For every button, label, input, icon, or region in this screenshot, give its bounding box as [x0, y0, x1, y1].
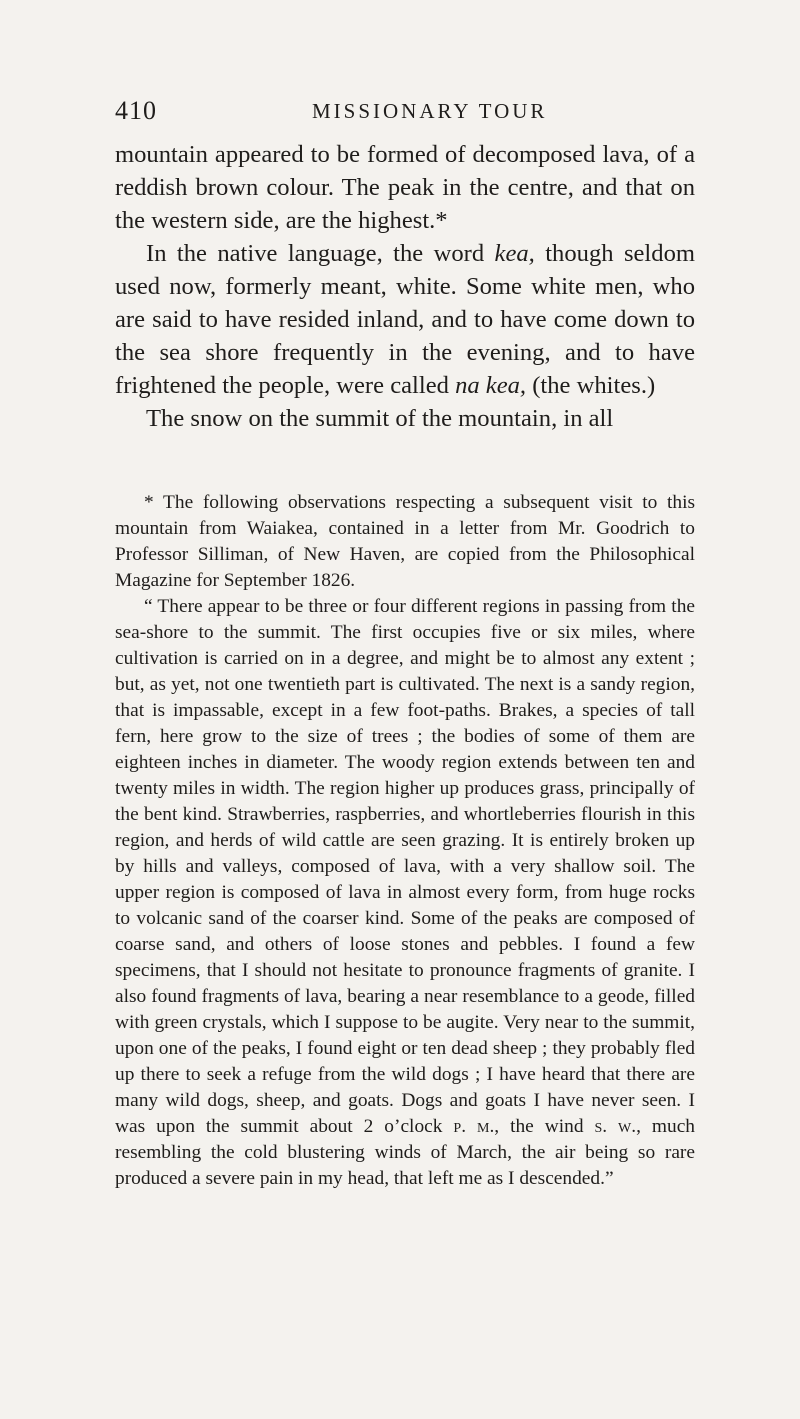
wind-direction: s. w.,	[594, 1116, 641, 1137]
paragraph-2-part-c: (the whites.)	[526, 372, 656, 399]
footnote-intro: * The following observations respecting a subsequent visit to this mountain from Waiakea, contained in a letter from Mr. Goodrich to Professor Silliman, of New Haven, are copied from the Philosophical Magazine for September 1826.	[115, 492, 695, 591]
footnote-quote-part-b: the wind	[499, 1116, 595, 1137]
paragraph-3: The snow on the summit of the mountain, in all	[146, 405, 614, 432]
footnote-block	[115, 490, 695, 1192]
word-kea: kea,	[494, 240, 535, 267]
page-number: 410	[115, 96, 157, 125]
time-pm: p. m.,	[453, 1116, 500, 1137]
footnote-quote-part-a: “ There appear to be three or four different regions in passing from the sea-shore to the summit. The first occupies five or six miles, where cultivation is carried on in a degree, and might be to almost any extent ; but, as yet, not one twentieth part is cultivated. The next is a sandy region, that is impassable, except in a few foot-paths. Brakes, a species of tall fern, here grow to the size of trees ; the bodies of some of them are eighteen inches in diameter. The woody region extends between ten and twenty miles in width. The region higher up produces grass, principally of the bent kind. Strawberries, raspberries, and whortleberries flourish in this region, and herds of wild cattle are seen grazing. It is entirely broken up by hills and valleys, composed of lava, with a very shallow soil. The upper region is composed of lava in almost every form, from huge rocks to volcanic sand of the coarser kind. Some of the peaks are composed of coarse sand, and others of loose stones and pebbles. I found a few specimens, that I should not hesitate to pronounce fragments of granite. I also found fragments of lava, bearing a near resemblance to a geode, filled with green crystals, which I suppose to be augite. Very near to the summit, upon one of the peaks, I found eight or ten dead sheep ; they probably fled up there to seek a refuge from the wild dogs ; I have heard that there are many wild dogs, sheep, and goats. Dogs and goats I have never seen. I was upon the summit about 2 o’clock	[115, 596, 695, 1137]
running-head: MISSIONARY TOUR	[312, 99, 548, 123]
footnote-quote	[115, 594, 695, 1192]
main-text	[115, 138, 695, 435]
paragraph-2-part-a: In the native language, the word	[146, 240, 495, 267]
paragraph-2	[115, 237, 695, 402]
paragraph-2-part-b: though seldom used now, formerly meant, white. Some white men, who are said to have resided inland, and to have come down to the sea shore frequently in the evening, and to have frightened the people, were called	[115, 240, 695, 399]
paragraph-1: mountain appeared to be formed of decomposed lava, of a reddish brown colour. The peak in the centre, and that on the western side, are the highest.*	[115, 141, 695, 234]
page-header	[115, 96, 695, 126]
footnote-quote-part-c: much resembling the cold blustering winds of March, the air being so rare produced a severe pain in my head, that left me as I descended.”	[115, 1116, 696, 1189]
word-na-kea: na kea,	[455, 372, 527, 399]
